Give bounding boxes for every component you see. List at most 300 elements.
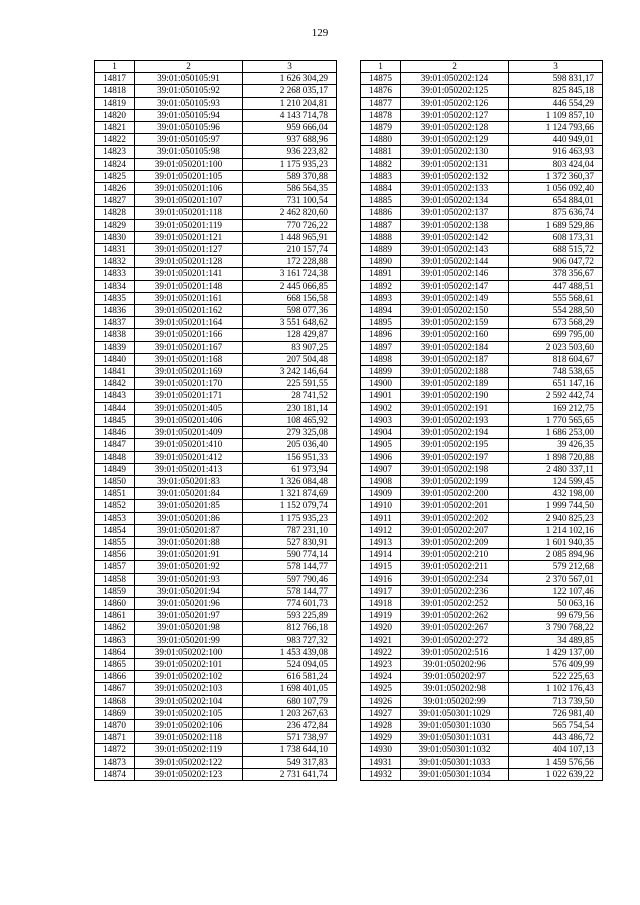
- table-row: [361, 488, 603, 500]
- table-row: [95, 122, 337, 134]
- cell-value: 590 774,14: [243, 549, 337, 561]
- cell-value: 748 538,65: [509, 366, 603, 378]
- cell-value: 522 225,63: [509, 671, 603, 683]
- cell-value: 818 604,67: [509, 353, 603, 365]
- cell-cadastral-id: 39:01:050105:91: [135, 73, 243, 85]
- cell-cadastral-id: 39:01:050301:1033: [401, 756, 509, 768]
- cell-value: 1 056 092,40: [509, 183, 603, 195]
- table-row: [95, 329, 337, 341]
- cell-cadastral-id: 39:01:050201:93: [135, 573, 243, 585]
- cell-cadastral-id: 39:01:050202:234: [401, 573, 509, 585]
- cell-value: 1 326 084,48: [243, 475, 337, 487]
- column-header-value: 3: [243, 61, 337, 73]
- cell-cadastral-id: 39:01:050202:198: [401, 463, 509, 475]
- cell-value: 1 459 576,56: [509, 756, 603, 768]
- cell-number: 14921: [361, 634, 401, 646]
- table-row: [361, 451, 603, 463]
- table-row: [95, 195, 337, 207]
- cell-cadastral-id: 39:01:050202:201: [401, 500, 509, 512]
- table-row: [95, 158, 337, 170]
- cell-number: 14849: [95, 463, 135, 475]
- cell-number: 14906: [361, 451, 401, 463]
- cell-number: 14891: [361, 268, 401, 280]
- table-body-right: [361, 73, 603, 781]
- cell-number: 14858: [95, 573, 135, 585]
- cell-cadastral-id: 39:01:050202:189: [401, 378, 509, 390]
- cell-value: 156 951,33: [243, 451, 337, 463]
- table-row: [361, 73, 603, 85]
- cell-cadastral-id: 39:01:050202:132: [401, 170, 509, 182]
- cell-value: 2 085 894,96: [509, 549, 603, 561]
- table-row: [361, 610, 603, 622]
- cell-cadastral-id: 39:01:050201:118: [135, 207, 243, 219]
- cell-cadastral-id: 39:01:050202:137: [401, 207, 509, 219]
- cell-cadastral-id: 39:01:050202:150: [401, 305, 509, 317]
- table-row: [361, 658, 603, 670]
- cell-number: 14869: [95, 707, 135, 719]
- cell-cadastral-id: 39:01:050202:119: [135, 744, 243, 756]
- cell-value: 598 077,36: [243, 305, 337, 317]
- table-row: [95, 85, 337, 97]
- cell-number: 14838: [95, 329, 135, 341]
- table-row: [361, 244, 603, 256]
- cell-cadastral-id: 39:01:050202:160: [401, 329, 509, 341]
- cell-cadastral-id: 39:01:050202:210: [401, 549, 509, 561]
- cell-number: 14892: [361, 280, 401, 292]
- table-row: [95, 207, 337, 219]
- table-row: [361, 744, 603, 756]
- table-row: [95, 683, 337, 695]
- cell-number: 14863: [95, 634, 135, 646]
- cell-number: 14888: [361, 231, 401, 243]
- table-row: [95, 427, 337, 439]
- cell-cadastral-id: 39:01:050202:102: [135, 671, 243, 683]
- cell-cadastral-id: 39:01:050201:128: [135, 256, 243, 268]
- table-row: [95, 292, 337, 304]
- cell-cadastral-id: 39:01:050202:122: [135, 756, 243, 768]
- cell-value: 1 210 204,81: [243, 97, 337, 109]
- table-row: [95, 219, 337, 231]
- table-row: [361, 85, 603, 97]
- cell-value: 99 679,56: [509, 610, 603, 622]
- table-row: [361, 524, 603, 536]
- cell-value: 616 581,24: [243, 671, 337, 683]
- cell-number: 14905: [361, 439, 401, 451]
- cell-value: 225 591,55: [243, 378, 337, 390]
- cell-cadastral-id: 39:01:050202:131: [401, 158, 509, 170]
- cell-number: 14881: [361, 146, 401, 158]
- cell-cadastral-id: 39:01:050201:169: [135, 366, 243, 378]
- cell-number: 14850: [95, 475, 135, 487]
- table-row: [95, 134, 337, 146]
- column-header-number: 1: [95, 61, 135, 73]
- cell-value: 122 107,46: [509, 585, 603, 597]
- cell-value: 50 063,16: [509, 597, 603, 609]
- table-row: [361, 683, 603, 695]
- cell-number: 14821: [95, 122, 135, 134]
- cell-cadastral-id: 39:01:050201:99: [135, 634, 243, 646]
- cell-cadastral-id: 39:01:050202:516: [401, 646, 509, 658]
- cell-value: 236 472,84: [243, 719, 337, 731]
- table-row: [361, 585, 603, 597]
- cell-value: 83 907,25: [243, 341, 337, 353]
- cell-number: 14907: [361, 463, 401, 475]
- cell-cadastral-id: 39:01:050201:85: [135, 500, 243, 512]
- cell-number: 14900: [361, 378, 401, 390]
- cell-number: 14866: [95, 671, 135, 683]
- cell-value: 1 022 639,22: [509, 768, 603, 780]
- table-row: [95, 585, 337, 597]
- cell-value: 916 463,93: [509, 146, 603, 158]
- cell-value: 1 686 253,00: [509, 427, 603, 439]
- cell-value: 654 884,01: [509, 195, 603, 207]
- table-row: [361, 573, 603, 585]
- table-row: [95, 768, 337, 780]
- cell-cadastral-id: 39:01:050201:105: [135, 170, 243, 182]
- table-row: [361, 500, 603, 512]
- cell-number: 14851: [95, 488, 135, 500]
- table-row: [95, 646, 337, 658]
- table-row: [95, 378, 337, 390]
- cell-cadastral-id: 39:01:050202:187: [401, 353, 509, 365]
- table-row: [361, 695, 603, 707]
- cell-cadastral-id: 39:01:050201:170: [135, 378, 243, 390]
- cell-value: 2 023 503,60: [509, 341, 603, 353]
- cell-value: 3 790 768,22: [509, 622, 603, 634]
- cell-number: 14870: [95, 719, 135, 731]
- table-body-left: [95, 73, 337, 781]
- cell-number: 14901: [361, 390, 401, 402]
- cell-cadastral-id: 39:01:050202:125: [401, 85, 509, 97]
- cell-number: 14896: [361, 329, 401, 341]
- cell-number: 14837: [95, 317, 135, 329]
- table-row: [361, 122, 603, 134]
- cell-cadastral-id: 39:01:050201:148: [135, 280, 243, 292]
- cell-cadastral-id: 39:01:050201:106: [135, 183, 243, 195]
- cell-number: 14893: [361, 292, 401, 304]
- cell-cadastral-id: 39:01:050202:123: [135, 768, 243, 780]
- cell-cadastral-id: 39:01:050202:104: [135, 695, 243, 707]
- cell-cadastral-id: 39:01:050201:405: [135, 402, 243, 414]
- cell-number: 14894: [361, 305, 401, 317]
- cell-value: 443 486,72: [509, 732, 603, 744]
- cell-value: 2 445 066,85: [243, 280, 337, 292]
- cell-cadastral-id: 39:01:050202:144: [401, 256, 509, 268]
- cell-value: 128 429,87: [243, 329, 337, 341]
- cell-value: 1 689 529,86: [509, 219, 603, 231]
- cell-number: 14911: [361, 512, 401, 524]
- cell-number: 14930: [361, 744, 401, 756]
- cell-value: 726 981,40: [509, 707, 603, 719]
- cell-cadastral-id: 39:01:050202:188: [401, 366, 509, 378]
- cell-number: 14920: [361, 622, 401, 634]
- cell-number: 14924: [361, 671, 401, 683]
- cell-number: 14876: [361, 85, 401, 97]
- cell-number: 14880: [361, 134, 401, 146]
- cell-number: 14927: [361, 707, 401, 719]
- cell-number: 14867: [95, 683, 135, 695]
- cell-number: 14914: [361, 549, 401, 561]
- column-header-cadastral-id: 2: [401, 61, 509, 73]
- cell-cadastral-id: 39:01:050202:96: [401, 658, 509, 670]
- table-row: [361, 475, 603, 487]
- table-row: [95, 439, 337, 451]
- cell-cadastral-id: 39:01:050301:1029: [401, 707, 509, 719]
- table-row: [95, 475, 337, 487]
- cell-number: 14884: [361, 183, 401, 195]
- cell-number: 14832: [95, 256, 135, 268]
- table-row: [361, 366, 603, 378]
- cell-cadastral-id: 39:01:050202:272: [401, 634, 509, 646]
- cell-cadastral-id: 39:01:050202:202: [401, 512, 509, 524]
- table-row: [95, 512, 337, 524]
- cell-cadastral-id: 39:01:050105:96: [135, 122, 243, 134]
- table-row: [361, 414, 603, 426]
- cell-value: 124 599,45: [509, 475, 603, 487]
- table-row: [95, 109, 337, 121]
- cell-cadastral-id: 39:01:050202:207: [401, 524, 509, 536]
- cell-cadastral-id: 39:01:050202:99: [401, 695, 509, 707]
- table-row: [361, 183, 603, 195]
- cell-number: 14845: [95, 414, 135, 426]
- cell-cadastral-id: 39:01:050301:1031: [401, 732, 509, 744]
- cell-value: 1 124 793,66: [509, 122, 603, 134]
- cell-cadastral-id: 39:01:050202:138: [401, 219, 509, 231]
- table-row: [95, 658, 337, 670]
- table-row: [95, 451, 337, 463]
- cell-number: 14853: [95, 512, 135, 524]
- cell-value: 2 731 641,74: [243, 768, 337, 780]
- cell-cadastral-id: 39:01:050201:92: [135, 561, 243, 573]
- cell-cadastral-id: 39:01:050202:200: [401, 488, 509, 500]
- table-row: [361, 732, 603, 744]
- table-row: [361, 207, 603, 219]
- cell-value: 1 453 439,08: [243, 646, 337, 658]
- cell-cadastral-id: 39:01:050202:105: [135, 707, 243, 719]
- cell-value: 1 448 965,91: [243, 231, 337, 243]
- cell-cadastral-id: 39:01:050202:211: [401, 561, 509, 573]
- cell-number: 14854: [95, 524, 135, 536]
- cell-cadastral-id: 39:01:050105:92: [135, 85, 243, 97]
- cell-value: 597 790,46: [243, 573, 337, 585]
- cell-number: 14836: [95, 305, 135, 317]
- cell-value: 108 465,92: [243, 414, 337, 426]
- table-row: [95, 695, 337, 707]
- cell-value: 578 144,77: [243, 561, 337, 573]
- table-row: [95, 231, 337, 243]
- cell-value: 937 688,96: [243, 134, 337, 146]
- cell-number: 14910: [361, 500, 401, 512]
- table-row: [95, 573, 337, 585]
- cell-cadastral-id: 39:01:050202:128: [401, 122, 509, 134]
- page-number: 129: [311, 27, 329, 39]
- cell-cadastral-id: 39:01:050201:127: [135, 244, 243, 256]
- cell-cadastral-id: 39:01:050202:101: [135, 658, 243, 670]
- cell-number: 14820: [95, 109, 135, 121]
- table-row: [361, 341, 603, 353]
- table-row: [361, 671, 603, 683]
- table-row: [361, 512, 603, 524]
- cell-cadastral-id: 39:01:050202:252: [401, 597, 509, 609]
- table-row: [95, 634, 337, 646]
- cell-value: 812 766,18: [243, 622, 337, 634]
- cell-value: 524 094,05: [243, 658, 337, 670]
- cell-cadastral-id: 39:01:050202:127: [401, 109, 509, 121]
- cell-number: 14868: [95, 695, 135, 707]
- cell-cadastral-id: 39:01:050202:100: [135, 646, 243, 658]
- column-header-number: 1: [361, 61, 401, 73]
- cell-number: 14859: [95, 585, 135, 597]
- cell-value: 713 739,50: [509, 695, 603, 707]
- table-row: [95, 317, 337, 329]
- cell-number: 14864: [95, 646, 135, 658]
- cell-value: 2 370 567,01: [509, 573, 603, 585]
- cell-cadastral-id: 39:01:050201:88: [135, 536, 243, 548]
- table-row: [361, 97, 603, 109]
- cell-cadastral-id: 39:01:050201:167: [135, 341, 243, 353]
- cell-value: 2 592 442,74: [509, 390, 603, 402]
- cell-cadastral-id: 39:01:050201:119: [135, 219, 243, 231]
- table-row: [361, 597, 603, 609]
- cell-value: 1 109 857,10: [509, 109, 603, 121]
- cell-number: 14855: [95, 536, 135, 548]
- table-row: [361, 268, 603, 280]
- table-row: [361, 134, 603, 146]
- cell-number: 14899: [361, 366, 401, 378]
- cell-cadastral-id: 39:01:050201:91: [135, 549, 243, 561]
- cell-cadastral-id: 39:01:050105:94: [135, 109, 243, 121]
- cell-value: 3 551 648,62: [243, 317, 337, 329]
- cell-value: 549 317,83: [243, 756, 337, 768]
- cell-number: 14856: [95, 549, 135, 561]
- table-row: [361, 549, 603, 561]
- table-row: [95, 488, 337, 500]
- cell-value: 1 601 940,35: [509, 536, 603, 548]
- cell-value: 731 100,54: [243, 195, 337, 207]
- table-row: [361, 378, 603, 390]
- cell-value: 440 949,01: [509, 134, 603, 146]
- cell-value: 1 175 935,23: [243, 158, 337, 170]
- cell-value: 432 198,00: [509, 488, 603, 500]
- cell-value: 39 426,35: [509, 439, 603, 451]
- cell-cadastral-id: 39:01:050201:413: [135, 463, 243, 475]
- cell-number: 14852: [95, 500, 135, 512]
- cell-number: 14865: [95, 658, 135, 670]
- cell-number: 14846: [95, 427, 135, 439]
- table-row: [361, 707, 603, 719]
- cell-value: 1 152 079,74: [243, 500, 337, 512]
- table-row: [95, 402, 337, 414]
- table-row: [95, 597, 337, 609]
- cell-value: 555 568,61: [509, 292, 603, 304]
- cell-value: 169 212,75: [509, 402, 603, 414]
- cell-value: 589 370,88: [243, 170, 337, 182]
- cell-cadastral-id: 39:01:050202:106: [135, 719, 243, 731]
- cell-number: 14923: [361, 658, 401, 670]
- cell-number: 14828: [95, 207, 135, 219]
- cell-number: 14817: [95, 73, 135, 85]
- table-row: [361, 622, 603, 634]
- cell-number: 14843: [95, 390, 135, 402]
- table-row: [361, 463, 603, 475]
- cell-cadastral-id: 39:01:050202:191: [401, 402, 509, 414]
- cell-cadastral-id: 39:01:050202:97: [401, 671, 509, 683]
- table-row: [95, 707, 337, 719]
- cell-cadastral-id: 39:01:050201:409: [135, 427, 243, 439]
- cell-cadastral-id: 39:01:050301:1032: [401, 744, 509, 756]
- cell-value: 279 325,08: [243, 427, 337, 439]
- cadastral-table-left: [94, 60, 337, 781]
- cell-value: 61 973,94: [243, 463, 337, 475]
- column-header-cadastral-id: 2: [135, 61, 243, 73]
- table-row: [361, 390, 603, 402]
- cell-value: 651 147,16: [509, 378, 603, 390]
- cell-value: 770 726,22: [243, 219, 337, 231]
- cell-value: 2 480 337,11: [509, 463, 603, 475]
- cell-cadastral-id: 39:01:050202:262: [401, 610, 509, 622]
- cell-cadastral-id: 39:01:050202:133: [401, 183, 509, 195]
- cell-number: 14844: [95, 402, 135, 414]
- table-row: [361, 317, 603, 329]
- cell-number: 14919: [361, 610, 401, 622]
- table-row: [95, 341, 337, 353]
- cell-cadastral-id: 39:01:050201:410: [135, 439, 243, 451]
- table-row: [361, 231, 603, 243]
- cell-cadastral-id: 39:01:050202:184: [401, 341, 509, 353]
- cell-value: 579 212,68: [509, 561, 603, 573]
- cell-cadastral-id: 39:01:050201:171: [135, 390, 243, 402]
- cell-cadastral-id: 39:01:050201:98: [135, 622, 243, 634]
- cell-value: 3 161 724,38: [243, 268, 337, 280]
- table-row: [95, 305, 337, 317]
- cell-value: 1 429 137,00: [509, 646, 603, 658]
- cell-value: 378 356,67: [509, 268, 603, 280]
- cell-cadastral-id: 39:01:050201:164: [135, 317, 243, 329]
- cell-number: 14822: [95, 134, 135, 146]
- cell-cadastral-id: 39:01:050202:209: [401, 536, 509, 548]
- cell-cadastral-id: 39:01:050201:87: [135, 524, 243, 536]
- cell-value: 906 047,72: [509, 256, 603, 268]
- cell-value: 983 727,32: [243, 634, 337, 646]
- table-row: [361, 158, 603, 170]
- cell-number: 14926: [361, 695, 401, 707]
- cell-value: 571 738,97: [243, 732, 337, 744]
- cell-cadastral-id: 39:01:050202:143: [401, 244, 509, 256]
- table-row: [361, 646, 603, 658]
- table-row: [95, 414, 337, 426]
- table-row: [95, 353, 337, 365]
- cell-number: 14872: [95, 744, 135, 756]
- column-header-value: 3: [509, 61, 603, 73]
- cell-cadastral-id: 39:01:050202:129: [401, 134, 509, 146]
- cell-cadastral-id: 39:01:050202:199: [401, 475, 509, 487]
- table-row: [95, 524, 337, 536]
- cell-cadastral-id: 39:01:050202:130: [401, 146, 509, 158]
- cell-number: 14915: [361, 561, 401, 573]
- table-row: [95, 146, 337, 158]
- cell-cadastral-id: 39:01:050202:190: [401, 390, 509, 402]
- table-row: [361, 280, 603, 292]
- table-row: [361, 256, 603, 268]
- cell-number: 14861: [95, 610, 135, 622]
- cell-number: 14883: [361, 170, 401, 182]
- cell-value: 578 144,77: [243, 585, 337, 597]
- cell-value: 593 225,89: [243, 610, 337, 622]
- cell-cadastral-id: 39:01:050202:193: [401, 414, 509, 426]
- cell-value: 787 231,10: [243, 524, 337, 536]
- cell-number: 14827: [95, 195, 135, 207]
- cell-cadastral-id: 39:01:050301:1034: [401, 768, 509, 780]
